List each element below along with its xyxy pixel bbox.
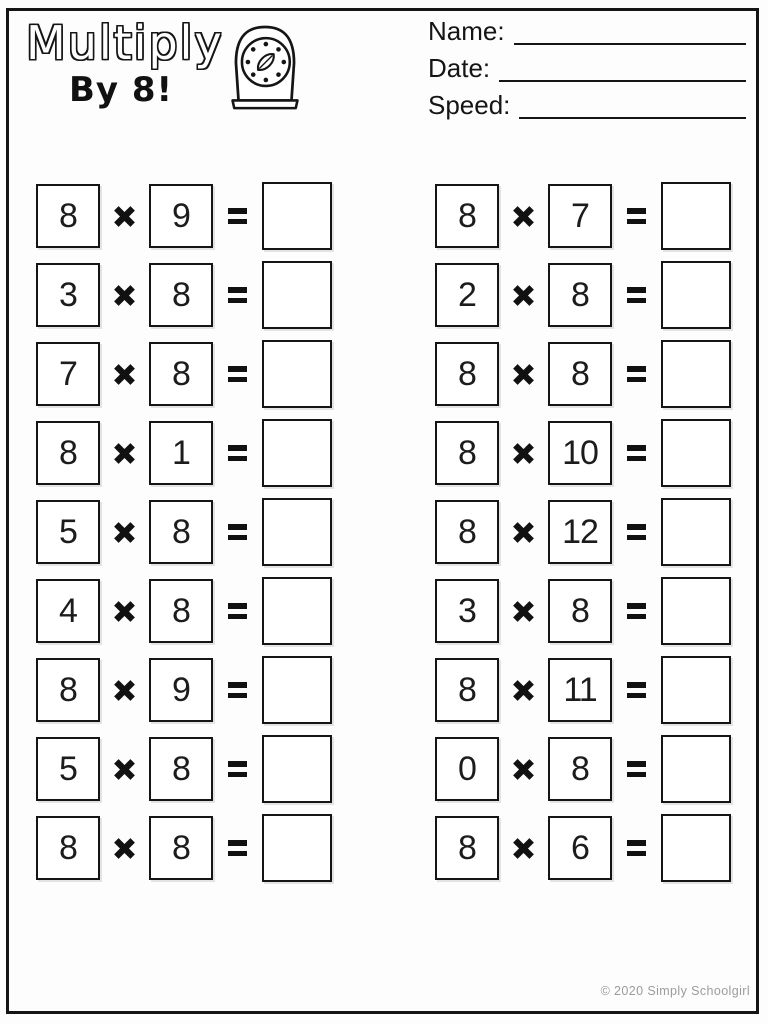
factor-box	[36, 421, 100, 485]
answer-box[interactable]	[661, 419, 731, 487]
problem-row	[435, 737, 731, 801]
speed-fill-line[interactable]	[519, 91, 746, 119]
answer-box[interactable]	[661, 498, 731, 566]
answer-box[interactable]	[262, 340, 332, 408]
problem-row	[435, 658, 731, 722]
factor-box	[36, 184, 100, 248]
factor-box	[36, 737, 100, 801]
factor-value: 8	[59, 828, 77, 867]
answer-box[interactable]	[661, 814, 731, 882]
problem-row	[36, 816, 332, 880]
factor-box	[548, 500, 612, 564]
multiply-icon	[113, 679, 136, 702]
name-label: Name:	[428, 15, 505, 46]
problem-row	[435, 184, 731, 248]
problem-row	[435, 342, 731, 406]
multiply-icon	[512, 442, 535, 465]
problem-row	[435, 579, 731, 643]
multiply-icon	[512, 521, 535, 544]
factor-value: 8	[172, 749, 190, 788]
factor-value: 8	[458, 196, 476, 235]
factor-value: 12	[562, 512, 598, 551]
factor-value: 2	[458, 275, 476, 314]
speed-label: Speed:	[428, 89, 511, 120]
answer-box[interactable]	[262, 735, 332, 803]
equals-icon	[228, 208, 247, 224]
factor-value: 8	[458, 828, 476, 867]
factor-value: 8	[458, 670, 476, 709]
factor-value: 8	[59, 670, 77, 709]
factor-box	[36, 816, 100, 880]
answer-box[interactable]	[661, 340, 731, 408]
multiply-icon	[113, 600, 136, 623]
factor-box	[149, 816, 213, 880]
factor-value: 8	[172, 828, 190, 867]
factor-value: 7	[571, 196, 589, 235]
equals-icon	[228, 761, 247, 777]
factor-box	[36, 342, 100, 406]
factor-box	[149, 737, 213, 801]
problem-row	[36, 500, 332, 564]
factor-box	[36, 263, 100, 327]
problem-row	[435, 500, 731, 564]
factor-box	[548, 342, 612, 406]
equals-icon	[627, 682, 646, 698]
factor-box	[435, 263, 499, 327]
problem-row	[435, 263, 731, 327]
factor-value: 8	[59, 196, 77, 235]
timer-icon	[224, 18, 306, 118]
multiply-icon	[512, 205, 535, 228]
answer-box[interactable]	[262, 656, 332, 724]
worksheet-subtitle: By 8!	[68, 70, 174, 110]
problem-row	[36, 421, 332, 485]
factor-value: 8	[571, 591, 589, 630]
equals-icon	[228, 366, 247, 382]
equals-icon	[627, 761, 646, 777]
equals-icon	[627, 524, 646, 540]
date-fill-line[interactable]	[499, 54, 746, 82]
multiply-icon	[512, 679, 535, 702]
factor-value: 1	[172, 433, 190, 472]
factor-value: 8	[458, 433, 476, 472]
equals-icon	[627, 366, 646, 382]
answer-box[interactable]	[661, 735, 731, 803]
multiply-icon	[113, 521, 136, 544]
equals-icon	[228, 603, 247, 619]
factor-box	[548, 263, 612, 327]
name-fill-line[interactable]	[514, 17, 746, 45]
factor-value: 8	[59, 433, 77, 472]
answer-box[interactable]	[262, 261, 332, 329]
multiply-icon	[512, 758, 535, 781]
answer-box[interactable]	[262, 577, 332, 645]
multiply-icon	[113, 758, 136, 781]
factor-box	[435, 421, 499, 485]
factor-box	[149, 184, 213, 248]
answer-box[interactable]	[661, 577, 731, 645]
factor-box	[149, 263, 213, 327]
factor-box	[36, 500, 100, 564]
equals-icon	[627, 445, 646, 461]
equals-icon	[627, 603, 646, 619]
student-info-block	[428, 14, 746, 125]
problem-row	[435, 816, 731, 880]
factor-value: 5	[59, 512, 77, 551]
problem-row	[36, 658, 332, 722]
multiply-icon	[113, 284, 136, 307]
multiply-icon	[113, 837, 136, 860]
factor-box	[149, 658, 213, 722]
answer-box[interactable]	[262, 814, 332, 882]
factor-value: 4	[59, 591, 77, 630]
multiply-icon	[512, 363, 535, 386]
factor-value: 8	[458, 512, 476, 551]
factor-value: 3	[59, 275, 77, 314]
factor-box	[548, 816, 612, 880]
problems-column-left	[36, 184, 332, 895]
factor-value: 0	[458, 749, 476, 788]
factor-box	[149, 579, 213, 643]
factor-value: 8	[172, 275, 190, 314]
problem-row	[36, 737, 332, 801]
answer-box[interactable]	[661, 656, 731, 724]
factor-box	[435, 184, 499, 248]
multiply-icon	[512, 837, 535, 860]
multiply-icon	[113, 363, 136, 386]
equals-icon	[228, 287, 247, 303]
multiply-icon	[113, 442, 136, 465]
equals-icon	[228, 840, 247, 856]
factor-box	[435, 500, 499, 564]
factor-value: 8	[571, 749, 589, 788]
copyright-text: © 2020 Simply Schoolgirl	[600, 984, 750, 998]
multiply-icon	[512, 600, 535, 623]
answer-box[interactable]	[661, 261, 731, 329]
factor-box	[548, 658, 612, 722]
factor-value: 9	[172, 196, 190, 235]
problem-row	[36, 263, 332, 327]
factor-value: 7	[59, 354, 77, 393]
equals-icon	[627, 208, 646, 224]
date-field	[428, 51, 746, 82]
factor-box	[435, 658, 499, 722]
factor-value: 8	[458, 354, 476, 393]
factor-box	[548, 579, 612, 643]
equals-icon	[228, 682, 247, 698]
factor-box	[548, 184, 612, 248]
factor-value: 6	[571, 828, 589, 867]
factor-value: 8	[172, 354, 190, 393]
factor-value: 8	[571, 354, 589, 393]
factor-box	[36, 579, 100, 643]
factor-box	[149, 342, 213, 406]
problem-row	[435, 421, 731, 485]
factor-value: 8	[571, 275, 589, 314]
factor-box	[149, 421, 213, 485]
answer-box[interactable]	[262, 182, 332, 250]
factor-value: 9	[172, 670, 190, 709]
factor-value: 8	[172, 512, 190, 551]
factor-value: 5	[59, 749, 77, 788]
answer-box[interactable]	[262, 419, 332, 487]
factor-box	[548, 737, 612, 801]
factor-value: 11	[563, 670, 597, 709]
problem-row	[36, 342, 332, 406]
factor-box	[548, 421, 612, 485]
problem-row	[36, 184, 332, 248]
factor-box	[435, 816, 499, 880]
worksheet-title: Multiply	[26, 16, 224, 70]
equals-icon	[627, 287, 646, 303]
problems-column-right	[435, 184, 731, 895]
name-field	[428, 14, 746, 45]
factor-value: 10	[562, 433, 598, 472]
answer-box[interactable]	[661, 182, 731, 250]
factor-box	[435, 737, 499, 801]
multiply-icon	[113, 205, 136, 228]
equals-icon	[228, 445, 247, 461]
factor-box	[36, 658, 100, 722]
factor-value: 3	[458, 591, 476, 630]
factor-box	[435, 579, 499, 643]
factor-value: 8	[172, 591, 190, 630]
factor-box	[149, 500, 213, 564]
multiply-icon	[512, 284, 535, 307]
speed-field	[428, 88, 746, 119]
factor-box	[435, 342, 499, 406]
problem-row	[36, 579, 332, 643]
equals-icon	[228, 524, 247, 540]
equals-icon	[627, 840, 646, 856]
answer-box[interactable]	[262, 498, 332, 566]
date-label: Date:	[428, 52, 491, 83]
